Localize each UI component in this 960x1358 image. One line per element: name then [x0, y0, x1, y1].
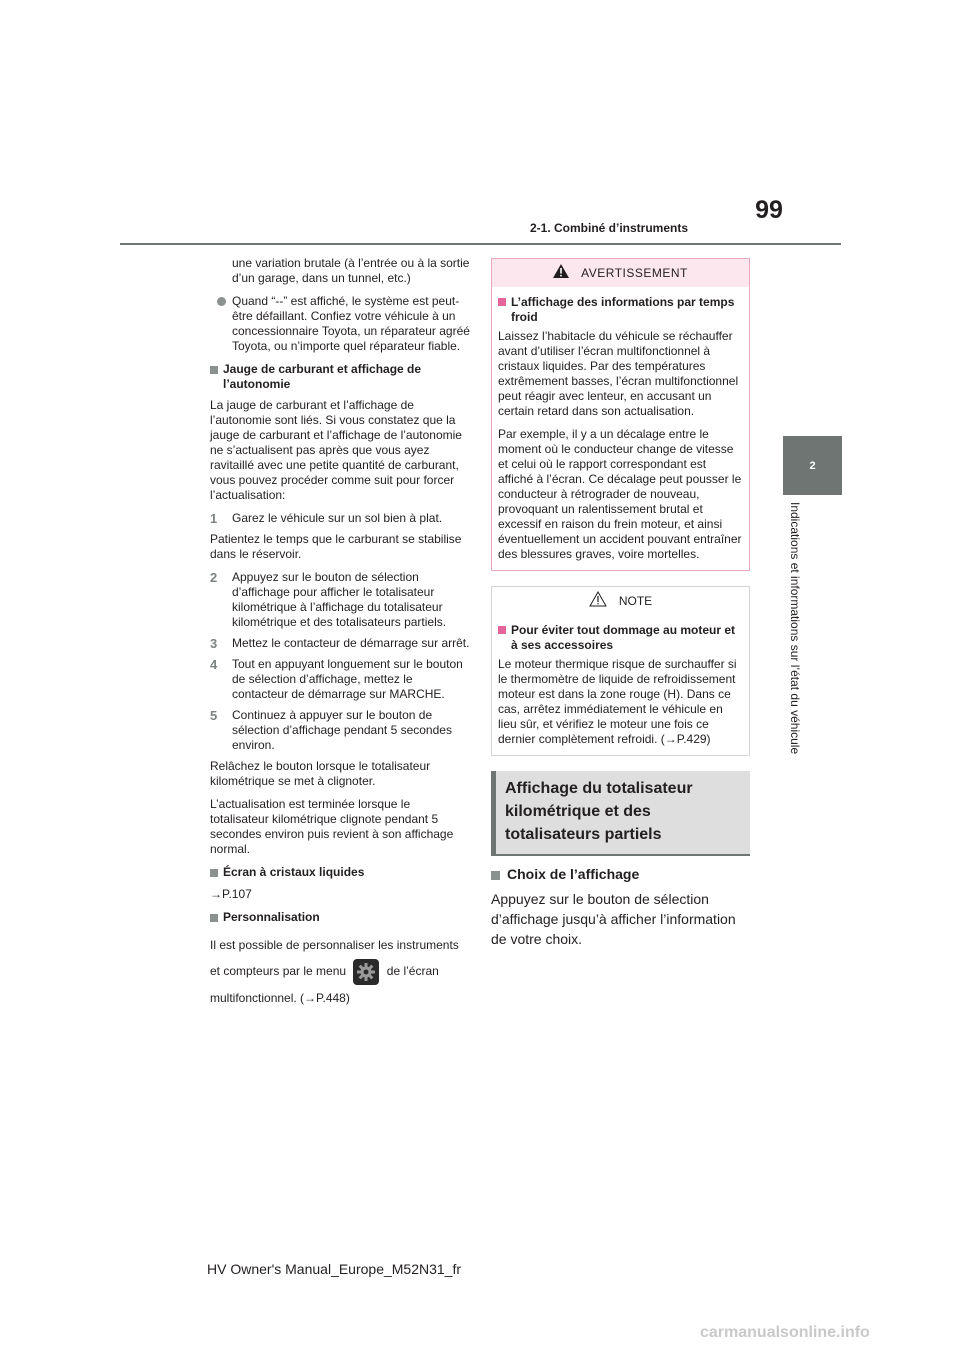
warning-triangle-icon [553, 264, 569, 282]
footer-manual-id: HV Owner's Manual_Europe_M52N31_fr [207, 1261, 462, 1277]
note-title: NOTE [618, 593, 653, 608]
note-box [491, 586, 750, 756]
step-2 [210, 570, 470, 630]
square-bullet-icon [498, 623, 511, 653]
personalisation-text-before: Il est possible de personnaliser les instruments et compteurs par le menu [210, 938, 459, 978]
chapter-number: 2 [809, 459, 816, 472]
square-bullet-icon [210, 362, 223, 392]
step-number: 5 [210, 708, 218, 723]
square-bullet-icon [210, 865, 223, 881]
bullet-dashes [210, 294, 470, 354]
lcd-ref[interactable]: →P.107 [210, 887, 252, 901]
note-para: Le moteur thermique risque de surchauffer si le thermomètre de liquide de refroidissement moteur est dans la zone rouge (H). Dans ce cas, arrêtez immédiatement le véhicule en lieu sûr, et vérifiez le moteur une fois ce dernier complètement refroidi. (→P.429) [498, 657, 737, 746]
header-rule [120, 243, 841, 245]
warning-para-2: Par exemple, il y a un décalage entre le moment où le conducteur change de vitesse et celui où le rapport correspondant est affiché à l’écran. Ce décalage peut pousser le conducteur à rétrograder de nouveau, provoquant un ralentissement brutal et excessif en raison du frein moteur, et ainsi éventuellement un accident pouvant entraîner des blessures graves, voire mortelles. [498, 427, 742, 561]
chapter-tab [783, 436, 842, 495]
warning-header [492, 259, 749, 287]
step-text: Tout en appuyant longuement sur le bouton de sélection d’affichage, mettez le contacteur de démarrage sur MARCHE. [232, 657, 463, 701]
fuel-gauge-intro: La jauge de carburant et l’affichage de l’autonomie sont liés. Si vous constatez que la jauge de carburant et l’affichage de l’autonomie ne s’actualisent pas après que vous ayez ravitaillé avec une petite quantité de carburant, vous pouvez procéder comme suit pour forcer l’actualisation: [210, 398, 462, 502]
step-3 [210, 636, 470, 651]
bullet-dashes-text: Quand “--” est affiché, le système est peut-être défaillant. Confiez votre véhicule à un concessionnaire Toyota, un réparateur agréé Toyota, ou n’importe quel réparateur fiable. [232, 294, 470, 353]
step-number: 4 [210, 657, 218, 672]
warning-para-1: Laissez l’habitacle du véhicule se réchauffer avant d’utiliser l’écran multifonctionnel à cristaux liquides. Par des températures extrêmement basses, l’écran multifonctionnel peut réagir avec lenteur, en accusant un certain retard dans son actualisation. [498, 329, 739, 418]
personalisation-heading-text: Personnalisation [223, 910, 320, 924]
fuel-gauge-heading [210, 362, 470, 392]
note-heading-text: Pour éviter tout dommage au moteur et à ses accessoires [511, 623, 736, 652]
chapter-title: Indications et informations sur l’état du véhicule [788, 502, 802, 755]
warning-heading [498, 295, 743, 325]
personalisation-heading [210, 910, 470, 926]
warning-title: AVERTISSEMENT [581, 265, 688, 280]
odometer-section-header: Affichage du totalisateur kilométrique et des totalisateurs partiels [491, 771, 750, 856]
note-heading [498, 623, 743, 653]
choice-heading-text: Choix de l’affichage [507, 866, 640, 882]
step-1-note: Patientez le temps que le carburant se stabilise dans le réservoir. [210, 532, 462, 561]
warning-box [491, 258, 750, 571]
page-number: 99 [755, 196, 783, 224]
bullet-dot-icon [210, 294, 232, 354]
complete-note: L’actualisation est terminée lorsque le totalisateur kilométrique clignote pendant 5 secondes environ puis revient à son affichage normal. [210, 797, 454, 856]
personalisation-text-after: de l’écran multifonctionnel. (→P.448) [210, 964, 439, 1005]
step-number: 1 [210, 511, 218, 526]
fuel-gauge-heading-text: Jauge de carburant et affichage de l’autonomie [223, 362, 422, 391]
lcd-heading [210, 865, 470, 881]
gear-icon [353, 959, 379, 985]
personalisation-text [210, 932, 470, 1011]
section-title: 2-1. Combiné d’instruments [530, 221, 689, 235]
choice-text: Appuyez sur le bouton de sélection d’affichage jusqu’à afficher l’information de votre choix. [491, 891, 736, 947]
step-4 [210, 657, 470, 702]
warning-heading-text: L’affichage des informations par temps froid [511, 295, 735, 324]
step-1 [210, 511, 470, 526]
step-text: Appuyez sur le bouton de sélection d’affichage pour afficher le totalisateur kilométrique à l’affichage du totalisateur kilométrique et des totalisateurs partiels. [232, 570, 447, 629]
release-note: Relâchez le bouton lorsque le totalisateur kilométrique se met à clignoter. [210, 759, 431, 788]
caution-triangle-icon [589, 591, 607, 611]
left-column [210, 256, 470, 1019]
square-bullet-icon [491, 866, 507, 883]
warning-body [492, 287, 749, 570]
watermark: carmanualsonline.info [700, 1324, 870, 1341]
step-text: Continuez à appuyer sur le bouton de sélection d’affichage pendant 5 secondes environ. [232, 708, 452, 752]
step-5 [210, 708, 470, 753]
step-number: 2 [210, 570, 218, 585]
chapter-title-vertical [784, 502, 806, 802]
square-bullet-icon [210, 910, 223, 926]
step-number: 3 [210, 636, 218, 651]
step-text: Mettez le contacteur de démarrage sur arrêt. [232, 636, 470, 650]
choice-heading [491, 866, 750, 883]
step-text: Garez le véhicule sur un sol bien à plat. [232, 511, 443, 525]
right-column [491, 258, 750, 949]
lcd-heading-text: Écran à cristaux liquides [223, 865, 365, 879]
note-body [492, 615, 749, 755]
square-bullet-icon [498, 295, 511, 325]
continued-text: une variation brutale (à l’entrée ou à la sortie d’un garage, dans un tunnel, etc.) [232, 256, 470, 285]
note-header [492, 587, 749, 615]
